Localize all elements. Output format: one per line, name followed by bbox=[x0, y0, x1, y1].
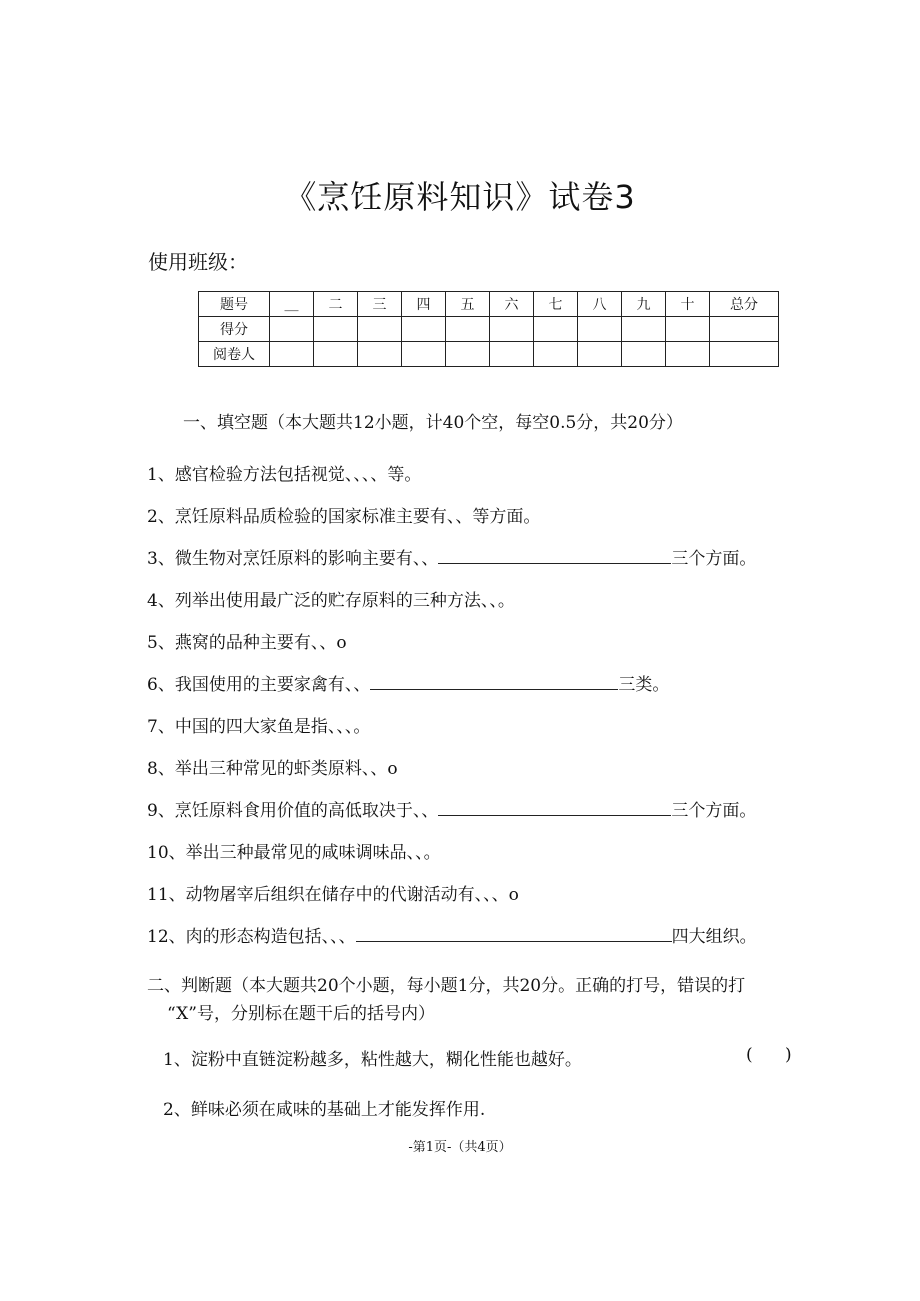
section-heading-fill-blank: 一、填空题（本大题共12小题，计40个空，每空0.5分，共20分） bbox=[183, 413, 683, 433]
table-row bbox=[199, 292, 779, 317]
column-header: __ bbox=[270, 292, 314, 317]
table-row bbox=[199, 342, 779, 367]
column-header: 三 bbox=[358, 292, 402, 317]
column-header: 八 bbox=[578, 292, 622, 317]
score-cell bbox=[446, 342, 490, 367]
table-row bbox=[199, 317, 779, 342]
score-cell bbox=[622, 317, 666, 342]
answer-parentheses[interactable]: ( ) bbox=[746, 1045, 792, 1065]
score-cell bbox=[622, 342, 666, 367]
score-cell bbox=[314, 317, 358, 342]
section-heading-line: 二、判断题（本大题共20个小题，每小题1分，共20分。正确的打号，错误的打 bbox=[147, 976, 746, 996]
score-cell bbox=[666, 342, 710, 367]
score-cell bbox=[710, 317, 779, 342]
column-header: 五 bbox=[446, 292, 490, 317]
question: 12、肉的形态构造包括、、、 四大组织。 bbox=[147, 922, 757, 947]
question: 3、微生物对烹饪原料的影响主要有、、 三个方面。 bbox=[147, 544, 756, 569]
question: 1、感官检验方法包括视觉、、、、等。 bbox=[147, 465, 422, 485]
score-cell bbox=[534, 317, 578, 342]
question: 2、烹饪原料品质检验的国家标准主要有、、等方面。 bbox=[147, 507, 541, 527]
column-header: 总分 bbox=[710, 292, 779, 317]
question: 8、举出三种常见的虾类原料、、o bbox=[147, 759, 398, 779]
row-header: 题号 bbox=[199, 292, 270, 317]
page-footer: -第1页-（共4页） bbox=[408, 1140, 512, 1155]
score-cell bbox=[358, 317, 402, 342]
score-cell bbox=[534, 342, 578, 367]
exam-title: 《烹饪原料知识》试卷3 bbox=[284, 178, 636, 216]
question: 2、鲜味必须在咸味的基础上才能发挥作用. bbox=[163, 1100, 486, 1120]
question: 10、举出三种最常见的咸味调味品、、。 bbox=[147, 843, 441, 863]
column-header: 十 bbox=[666, 292, 710, 317]
score-cell bbox=[578, 317, 622, 342]
answer-blank[interactable] bbox=[438, 798, 671, 816]
score-cell bbox=[402, 342, 446, 367]
section-heading-line: “X”号，分别标在题干后的括号内） bbox=[167, 1004, 435, 1024]
score-cell bbox=[710, 342, 779, 367]
column-header: 九 bbox=[622, 292, 666, 317]
question: 5、燕窝的品种主要有、、o bbox=[147, 633, 347, 653]
question: 9、烹饪原料食用价值的高低取决于、、 三个方面。 bbox=[147, 796, 756, 821]
score-cell bbox=[446, 317, 490, 342]
question: 11、动物屠宰后组织在储存中的代谢活动有、、、o bbox=[147, 885, 519, 905]
column-header: 二 bbox=[314, 292, 358, 317]
score-cell bbox=[270, 317, 314, 342]
score-cell bbox=[402, 317, 446, 342]
column-header: 六 bbox=[490, 292, 534, 317]
score-cell bbox=[578, 342, 622, 367]
score-cell bbox=[314, 342, 358, 367]
question: 6、我国使用的主要家禽有、、 三类。 bbox=[147, 670, 669, 695]
section-heading-true-false bbox=[147, 972, 819, 1028]
column-header: 四 bbox=[402, 292, 446, 317]
question: 4、列举出使用最广泛的贮存原料的三种方法、、。 bbox=[147, 591, 515, 611]
class-label: 使用班级： bbox=[148, 250, 248, 274]
score-table bbox=[198, 291, 779, 367]
column-header: 七 bbox=[534, 292, 578, 317]
answer-blank[interactable] bbox=[356, 924, 672, 942]
score-cell bbox=[490, 342, 534, 367]
score-cell bbox=[666, 317, 710, 342]
row-header: 得分 bbox=[199, 317, 270, 342]
answer-blank[interactable] bbox=[370, 672, 618, 690]
question: 1、淀粉中直链淀粉越多，粘性越大，糊化性能也越好。 bbox=[163, 1050, 582, 1070]
score-cell bbox=[358, 342, 402, 367]
score-cell bbox=[270, 342, 314, 367]
row-header: 阅卷人 bbox=[199, 342, 270, 367]
answer-blank[interactable] bbox=[438, 546, 671, 564]
score-cell bbox=[490, 317, 534, 342]
question: 7、中国的四大家鱼是指、、、。 bbox=[147, 717, 371, 737]
